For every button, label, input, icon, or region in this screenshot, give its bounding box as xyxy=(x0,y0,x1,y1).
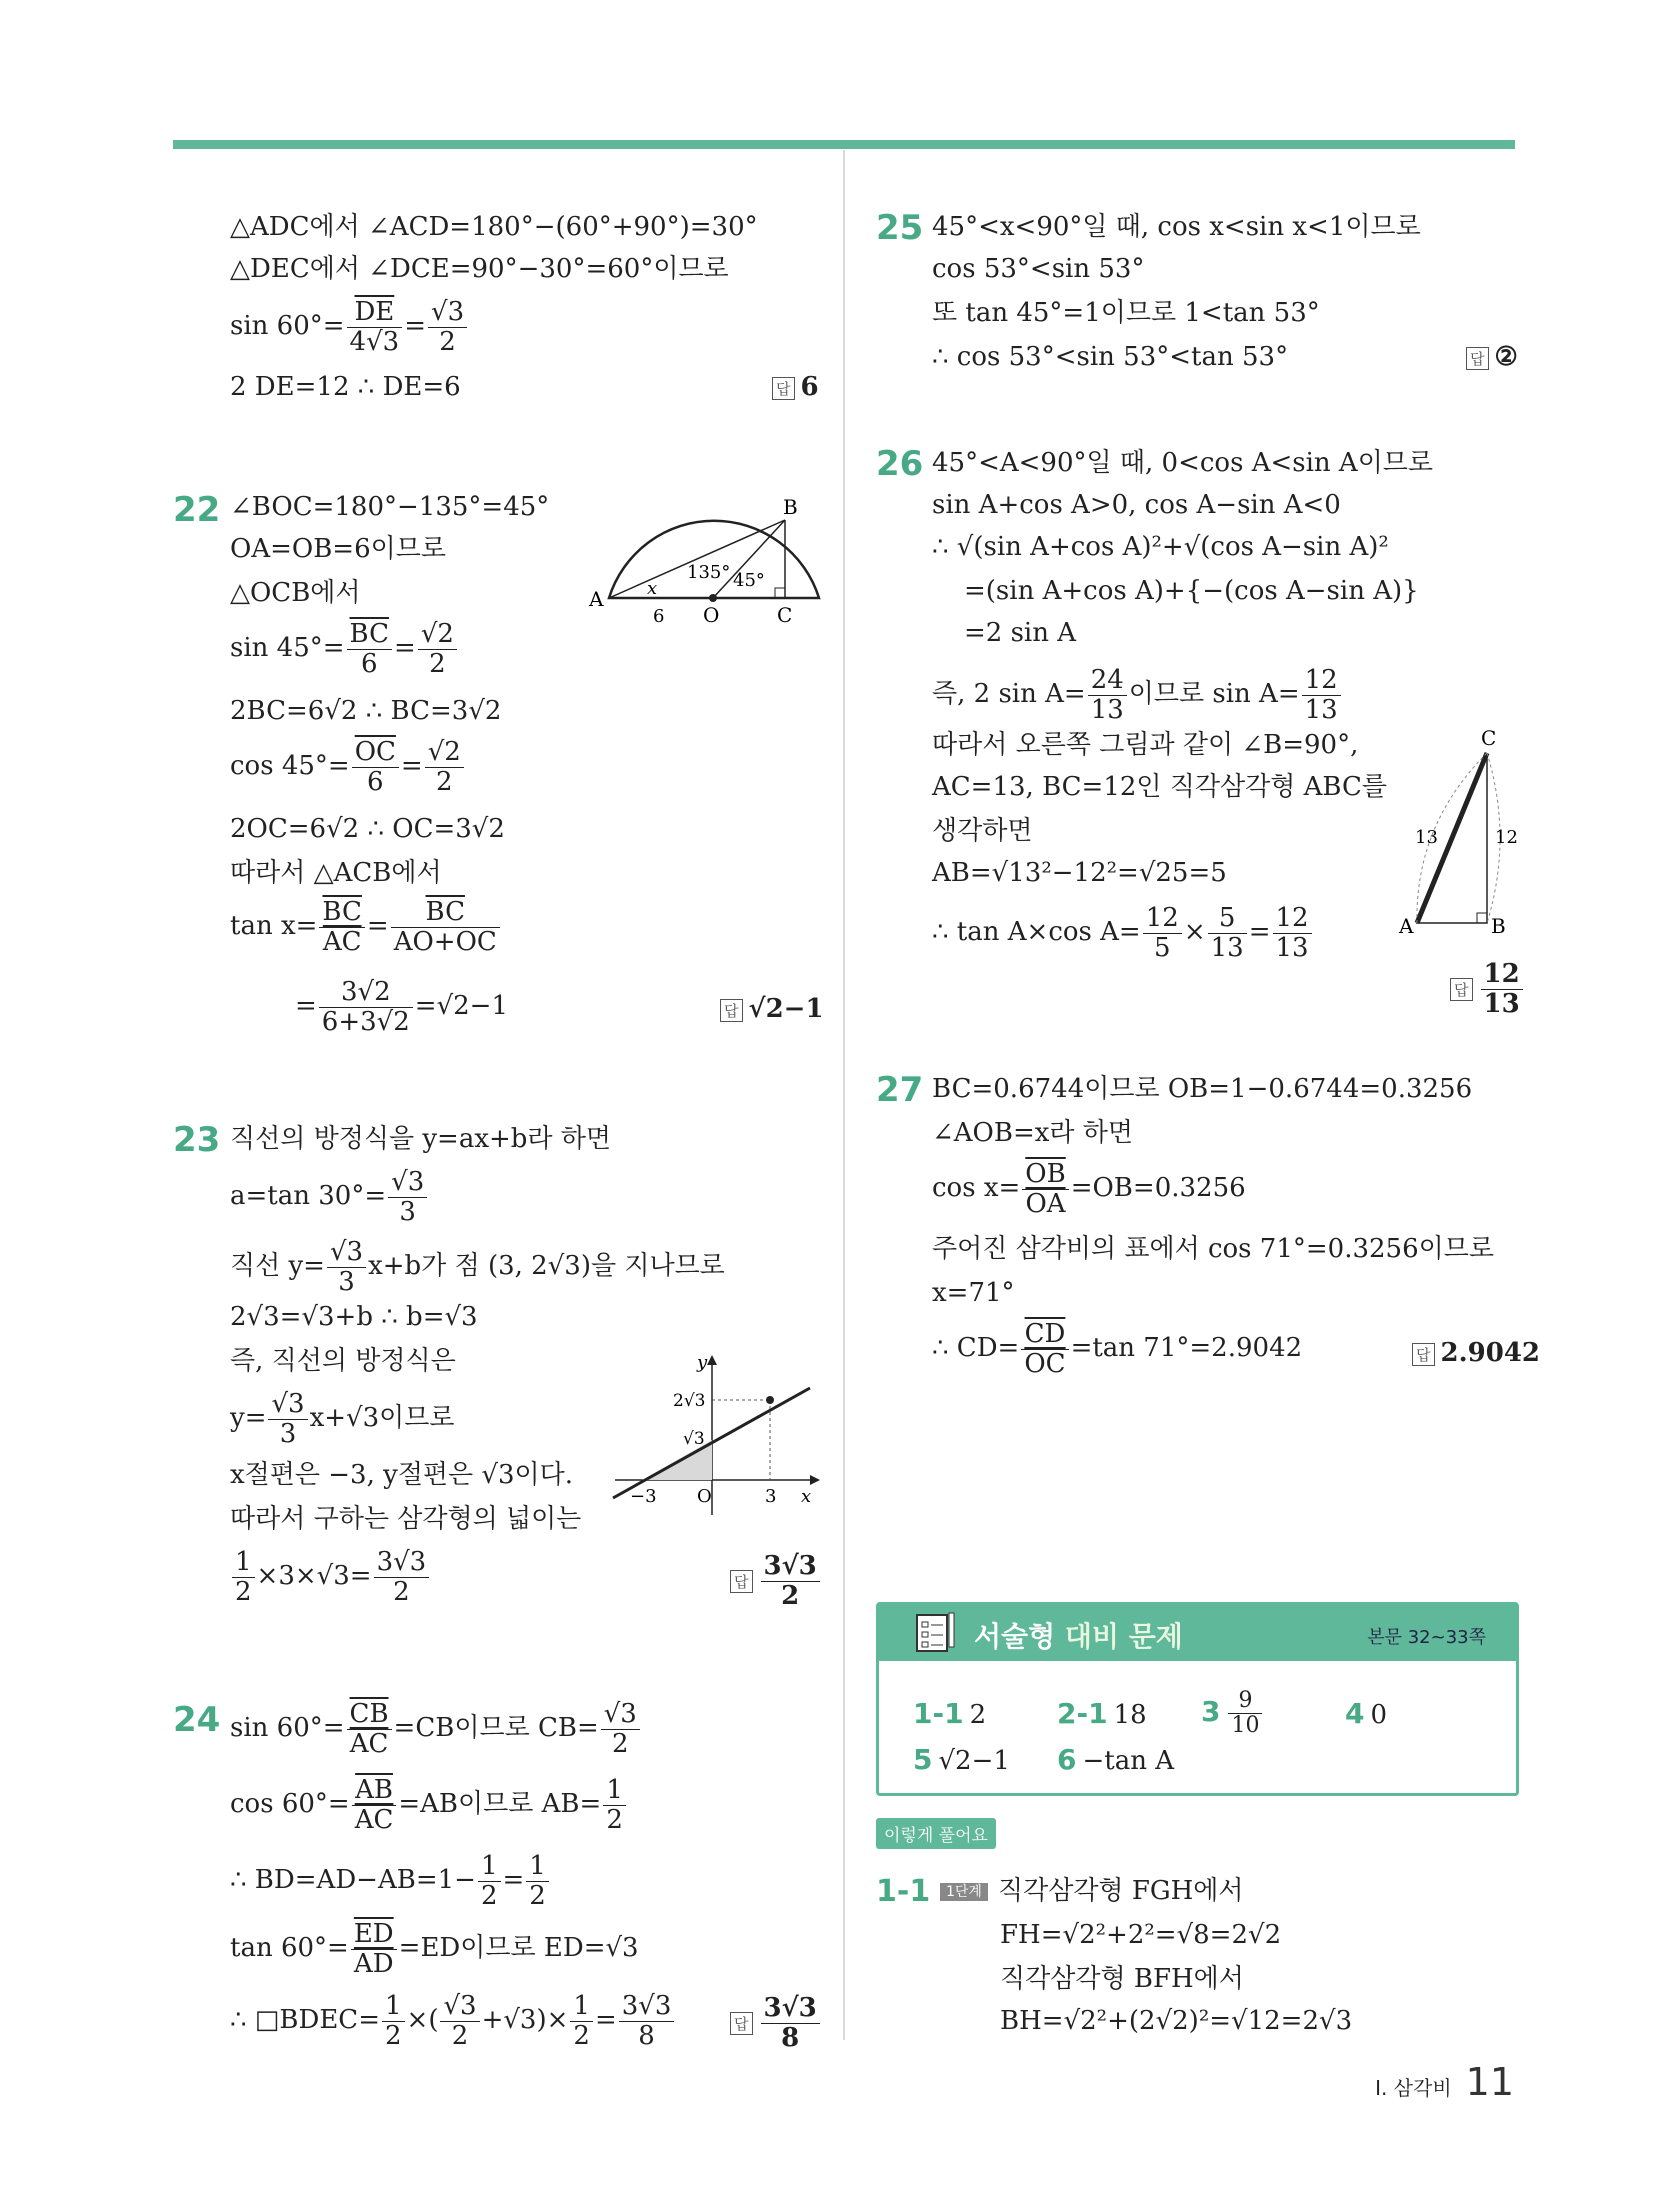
column-divider xyxy=(843,150,845,2040)
p23-line9: $\frac{1}{2}$ ×3×√3= $\frac{3√3}{2}$ xyxy=(230,1548,431,1606)
problem-number-22: 22 xyxy=(173,490,221,530)
p22-line2: OA=OB=6이므로 xyxy=(230,534,446,564)
p21-line4: 2 DE=12 ∴ DE=6 xyxy=(230,372,461,402)
semicircle-path xyxy=(609,521,819,598)
label-x: x xyxy=(801,1486,812,1507)
p27-line1: BC=0.6744이므로 OB=1−0.6744=0.3256 xyxy=(932,1074,1473,1104)
p23-line5: 즉, 직선의 방정식은 xyxy=(230,1346,456,1376)
p23-line7: x절편은 −3, y절편은 √3이다. xyxy=(230,1460,574,1490)
p23-line4: 2√3=√3+b ∴ b=√3 xyxy=(230,1302,478,1332)
p23-line3: 직선 y= $\frac{√3}{3}$ x+b가 점 (3, 2√3)을 지나므로 xyxy=(230,1237,725,1297)
p23-line8: 따라서 구하는 삼각형의 넓이는 xyxy=(230,1504,582,1534)
essay-prep-title: 서술형 대비 문제 xyxy=(974,1620,1183,1653)
notebook-icon xyxy=(913,1611,957,1655)
essay-prep-box xyxy=(876,1602,1519,1796)
p24-line1: sin 60°= $\frac{\overline{CB}}{AC}$ =CB이므로 CB= $\frac{√3}{2}$ xyxy=(230,1700,642,1758)
p24-answer: 답 $\frac{3√3}{8}$ xyxy=(730,1994,822,2052)
label-135: 135° xyxy=(687,562,731,583)
answer-6: 6 −tan A xyxy=(1057,1743,1175,1776)
top-accent-bar xyxy=(173,140,1515,149)
p26-triangle-figure xyxy=(1395,725,1525,940)
label-r3: √3 xyxy=(683,1429,705,1449)
label-minus3: −3 xyxy=(630,1486,657,1507)
label-o: O xyxy=(703,603,720,627)
solution-line4: BH=√2²+(2√2)²=√12=2√3 xyxy=(1000,2006,1353,2036)
y-axis-arrow xyxy=(707,1355,717,1365)
p23-line1: 직선의 방정식을 y=ax+b라 하면 xyxy=(230,1124,612,1154)
answer-1-1: 1-1 2 xyxy=(913,1697,987,1730)
p26-line4: =(sin A+cos A)+{−(cos A−sin A)} xyxy=(964,576,1419,606)
label-c: C xyxy=(777,603,793,627)
solution-line2: FH=√2²+2²=√8=2√2 xyxy=(1000,1920,1282,1950)
p23-answer: 답 $\frac{3√3}{2}$ xyxy=(730,1552,822,1610)
problem-number-23: 23 xyxy=(173,1120,221,1160)
p27-line2: ∠AOB=x라 하면 xyxy=(932,1118,1134,1148)
label-3: 3 xyxy=(765,1486,777,1507)
p24-line2: cos 60°= $\frac{\overline{AB}}{AC}$ =AB이므로 AB= $\frac{1}{2}$ xyxy=(230,1776,628,1834)
p26-line1: 45°<A<90°일 때, 0<cos A<sin A이므로 xyxy=(932,448,1434,478)
p24-line5: ∴ □BDEC= $\frac{1}{2}$ ×( $\frac{√3}{2}$ +√3)× $\frac{1}{2}$ = $\frac{3√3}{8}$ xyxy=(230,1992,676,2050)
p22-line4: sin 45°= $\frac{\overline{BC}}{6}$ = $\frac{√2}{2}$ xyxy=(230,620,459,678)
label-45: 45° xyxy=(733,570,765,591)
point-3-2r3 xyxy=(766,1396,774,1404)
p27-line6: ∴ CD= $\frac{\overline{CD}}{OC}$ =tan 71°=2.9042 xyxy=(932,1319,1303,1379)
p26-line10: AB=√13²−12²=√25=5 xyxy=(932,858,1227,888)
problem-number-26: 26 xyxy=(876,444,924,484)
p26-line11: ∴ tan A×cos A= $\frac{12}{5}$ × $\frac{5}{13}$ = $\frac{12}{13}$ xyxy=(932,904,1314,962)
label-6: 6 xyxy=(653,606,665,627)
p22-line5: 2BC=6√2 ∴ BC=3√2 xyxy=(230,696,502,726)
solution-tag: 이렇게 풀어요 xyxy=(876,1818,996,1849)
section-label: I. 삼각비 xyxy=(1375,2076,1452,2100)
label-x: x xyxy=(647,578,658,599)
page-footer xyxy=(1375,2060,1514,2104)
p21-line2: △DEC에서 ∠DCE=90°−30°=60°이므로 xyxy=(230,254,729,284)
answer-2-1: 2-1 18 xyxy=(1057,1697,1147,1730)
x-axis-arrow xyxy=(810,1475,820,1485)
label-2r3: 2√3 xyxy=(673,1391,706,1411)
p22-answer: 답 √2−1 xyxy=(720,994,824,1024)
p21-answer: 답 6 xyxy=(772,372,819,402)
label-b: B xyxy=(783,495,798,519)
problem-number-25: 25 xyxy=(876,208,924,248)
p22-semicircle-figure xyxy=(585,490,825,630)
p22-line1: ∠BOC=180°−135°=45° xyxy=(230,492,550,522)
label-o: O xyxy=(697,1486,712,1507)
p26-line7: 따라서 오른쪽 그림과 같이 ∠B=90°, xyxy=(932,730,1359,760)
p27-line5: x=71° xyxy=(932,1278,1015,1308)
label-a: A xyxy=(589,587,604,611)
label-12: 12 xyxy=(1495,827,1518,848)
p22-line6: cos 45°= $\frac{\overline{OC}}{6}$ = $\frac{√2}{2}$ xyxy=(230,738,466,796)
p24-line4: tan 60°= $\frac{\overline{ED}}{AD}$ =ED이므로 ED=√3 xyxy=(230,1919,639,1979)
p27-line3: cos x= $\frac{\overline{OB}}{OA}$ =OB=0.3256 xyxy=(932,1159,1246,1219)
p24-line3: ∴ BD=AD−AB=1− $\frac{1}{2}$ = $\frac{1}{2}$ xyxy=(230,1852,551,1910)
p22-line8: 따라서 △ACB에서 xyxy=(230,858,442,888)
answer-5: 5 √2−1 xyxy=(913,1743,1010,1776)
p25-line4: ∴ cos 53°<sin 53°<tan 53° xyxy=(932,342,1289,372)
problem-number-27: 27 xyxy=(876,1070,924,1110)
p27-answer: 답 2.9042 xyxy=(1412,1338,1540,1368)
p26-line5: =2 sin A xyxy=(964,618,1077,648)
p22-line10: = $\frac{3√2}{6+3√2}$ =√2−1 xyxy=(295,977,509,1037)
essay-prep-page-ref: 본문 32~33쪽 xyxy=(1367,1627,1486,1648)
label-13: 13 xyxy=(1415,827,1438,848)
p26-line6: 즉, 2 sin A= $\frac{24}{13}$ 이므로 sin A= $\frac{12}{13}$ xyxy=(932,666,1343,724)
answer-4: 4 0 xyxy=(1345,1697,1388,1730)
label-c: C xyxy=(1481,726,1497,750)
p23-line6: y= $\frac{√3}{3}$ x+√3이므로 xyxy=(230,1389,455,1449)
p21-line3: sin 60°= $\frac{\overline{DE}}{4√3}$ = $\frac{√3}{2}$ xyxy=(230,298,469,356)
center-point xyxy=(709,594,717,602)
p26-line3: ∴ √(sin A+cos A)²+√(cos A−sin A)² xyxy=(932,532,1389,562)
p25-line1: 45°<x<90°일 때, cos x<sin x<1이므로 xyxy=(932,212,1421,242)
p23-line2: a=tan 30°= $\frac{√3}{3}$ xyxy=(230,1168,429,1226)
p22-line3: △OCB에서 xyxy=(230,578,361,608)
p26-line9: 생각하면 xyxy=(932,816,1033,846)
essay-prep-header xyxy=(879,1605,1516,1661)
p22-line9: tan x= $\frac{\overline{BC}}{AC}$ = $\frac{\overline{BC}}{AO+OC}$ xyxy=(230,898,502,956)
label-y: y xyxy=(697,1352,708,1373)
p25-answer: 답 ② xyxy=(1466,342,1518,372)
step-badge: 1단계 xyxy=(940,1883,988,1902)
p21-line1: △ADC에서 ∠ACD=180°−(60°+90°)=30° xyxy=(230,212,758,242)
right-angle-mark xyxy=(775,588,785,598)
p26-answer: 답 $\frac{12}{13}$ xyxy=(1450,960,1525,1018)
p25-line2: cos 53°<sin 53° xyxy=(932,254,1145,284)
answer-3: 3 $\frac{9}{10}$ xyxy=(1201,1689,1264,1738)
p23-graph-figure xyxy=(605,1350,825,1520)
p22-line7: 2OC=6√2 ∴ OC=3√2 xyxy=(230,814,505,844)
p26-line2: sin A+cos A>0, cos A−sin A<0 xyxy=(932,490,1341,520)
solution-number: 1-1 xyxy=(876,1874,931,1909)
p25-line3: 또 tan 45°=1이므로 1<tan 53° xyxy=(932,298,1320,328)
p27-line4: 주어진 삼각비의 표에서 cos 71°=0.3256이므로 xyxy=(932,1234,1494,1264)
label-a: A xyxy=(1399,914,1414,938)
problem-number-24: 24 xyxy=(173,1700,221,1740)
solution-line3: 직각삼각형 BFH에서 xyxy=(1000,1964,1244,1994)
label-b: B xyxy=(1491,914,1506,938)
solution-line1: 1단계 직각삼각형 FGH에서 xyxy=(940,1876,1244,1907)
p26-line8: AC=13, BC=12인 직각삼각형 ABC를 xyxy=(932,772,1388,802)
page-number: 11 xyxy=(1465,2060,1514,2104)
right-angle-mark xyxy=(1477,913,1487,923)
